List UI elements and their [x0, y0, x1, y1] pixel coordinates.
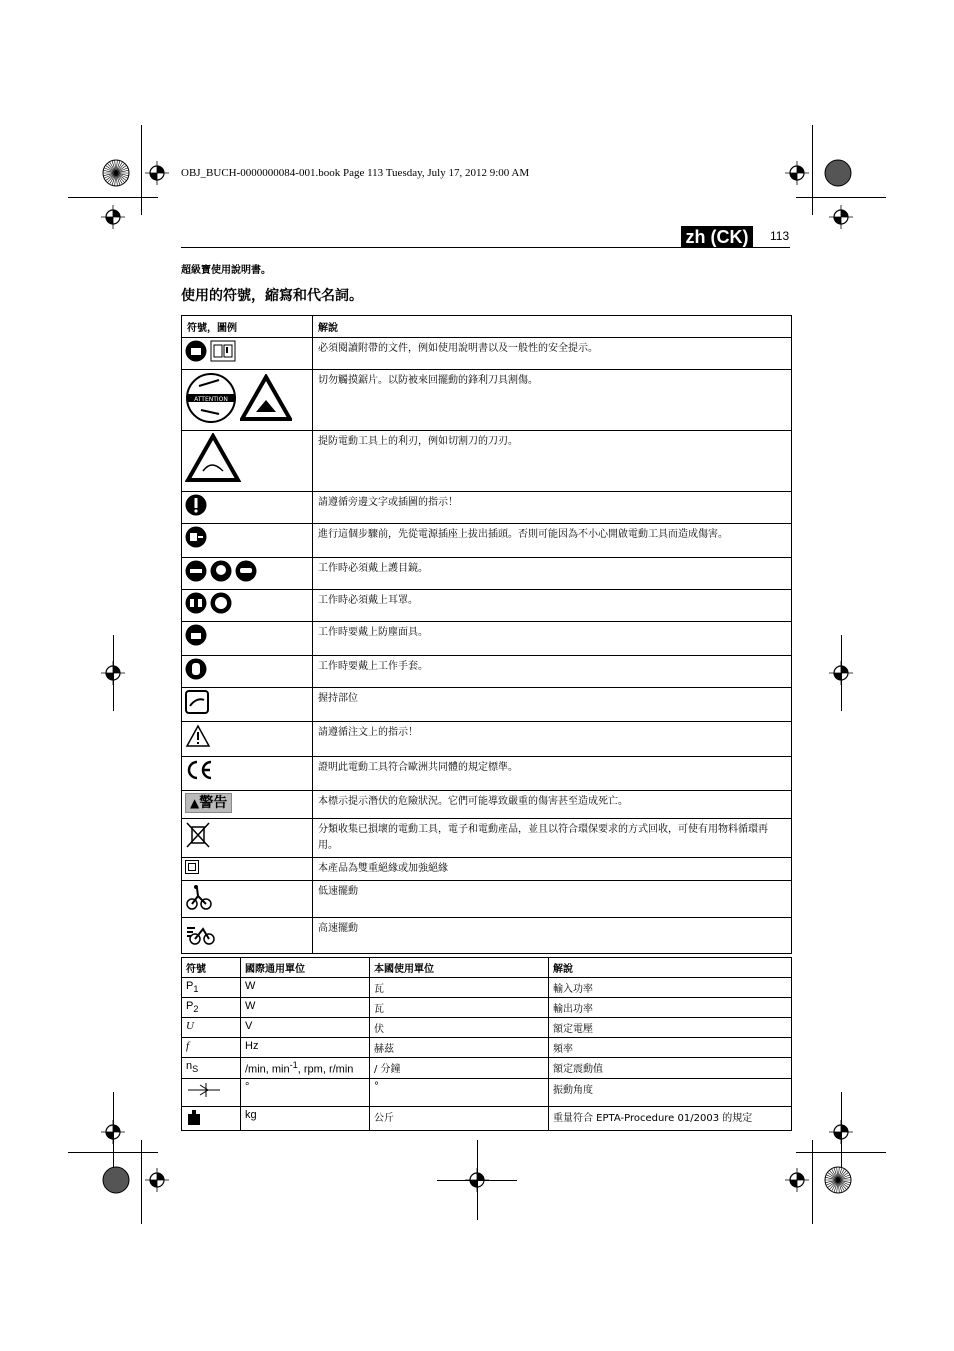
symbol-meaning: 工作時要戴上工作手套。: [313, 656, 792, 688]
color-wheel-mark: [824, 159, 852, 191]
symbol-meaning: 切勿觸摸鋸片。以防被來回擺動的鋒利刀具割傷。: [313, 370, 792, 431]
symbols-row: [182, 370, 792, 431]
unit-international: kg: [241, 1106, 370, 1130]
unit-local: 公斤: [370, 1106, 549, 1130]
exclamation-icon: [182, 492, 313, 524]
language-badge: zh (CK): [681, 226, 753, 248]
section-title: 使用的符號，縮寫和代名詞。: [181, 288, 363, 304]
unit-symbol: f: [182, 1038, 241, 1058]
registration-mark: [785, 1168, 809, 1196]
symbol-meaning: 分類收集已損壞的電動工具，電子和電動產品，並且以符合環保要求的方式回收，可使有用物料循環再用。: [313, 819, 792, 858]
warning-label-text: 警告: [199, 795, 228, 811]
symbols-row: [182, 524, 792, 558]
symbols-header-meaning: 解說: [313, 316, 792, 338]
svg-text:ATTENTION: ATTENTION: [194, 396, 228, 403]
symbols-row: [182, 338, 792, 370]
slow-cyclist-icon: [182, 881, 313, 918]
unit-symbol: [182, 1078, 241, 1106]
unit-symbol: $P_2$: [182, 998, 241, 1018]
symbol-meaning: 握持部位: [313, 688, 792, 722]
symbols-table: [181, 315, 792, 954]
symbols-row: [182, 819, 792, 858]
unit-local: 伏: [370, 1018, 549, 1038]
dust-mask-icon: [182, 622, 313, 656]
unit-meaning: 振動角度: [549, 1078, 792, 1106]
unit-symbol: U: [182, 1018, 241, 1038]
gloves-icon: [182, 656, 313, 688]
units-header-meaning: 解說: [549, 958, 792, 978]
symbol-meaning: 證明此電動工具符合歐洲共同體的規定標準。: [313, 757, 792, 791]
symbols-row: [182, 492, 792, 524]
color-wheel-mark: [824, 1166, 852, 1198]
symbol-meaning: 工作時必須戴上護目鏡。: [313, 558, 792, 590]
header-rule: [181, 247, 790, 248]
unit-meaning: 額定電壓: [549, 1018, 792, 1038]
symbols-row: [182, 881, 792, 918]
page-number: 113: [770, 229, 790, 243]
caution-triangle-icon: [182, 722, 313, 757]
unit-international: °: [241, 1078, 370, 1106]
weee-bin-icon: [182, 819, 313, 858]
unit-local: 瓦: [370, 978, 549, 998]
grip-area-icon: [182, 688, 313, 722]
symbol-meaning: 請遵循注文上的指示！: [313, 722, 792, 757]
unit-local: 瓦: [370, 998, 549, 1018]
crop-line: [68, 197, 158, 198]
ce-mark-icon: [182, 757, 313, 791]
symbols-header-symbol: 符號，圖例: [182, 316, 313, 338]
unit-symbol: $P_1$: [182, 978, 241, 998]
book-info: OBJ_BUCH-0000000084-001.book Page 113 Tuesday, July 17, 2012 9:00 AM: [181, 167, 530, 179]
symbols-row: [182, 558, 792, 590]
crop-line: [841, 635, 842, 711]
symbols-row: [182, 918, 792, 954]
unit-meaning: 重量符合 EPTA-Procedure 01/2003 的規定: [549, 1106, 792, 1130]
symbols-row: [182, 858, 792, 881]
crop-line: [113, 1092, 114, 1168]
unit-international: /min, $\min^{-1}$, rpm, r/min: [241, 1058, 370, 1079]
crop-line: [796, 197, 886, 198]
crop-line: [812, 125, 813, 215]
doc-subtitle: 超級寶使用說明書。: [181, 265, 271, 276]
unit-meaning: 頻率: [549, 1038, 792, 1058]
unit-local: 赫茲: [370, 1038, 549, 1058]
unit-meaning: 輸出功率: [549, 998, 792, 1018]
unplug-icon: [182, 524, 313, 558]
symbols-row: [182, 722, 792, 757]
unit-meaning: 額定震動值: [549, 1058, 792, 1079]
units-row: [182, 978, 792, 998]
fast-cyclist-icon: [182, 918, 313, 954]
symbol-meaning: 進行這個步驟前，先從電源插座上拔出插頭。否則可能因為不小心開啟電動工具而造成傷害。: [313, 524, 792, 558]
warning-label-icon: [182, 791, 313, 819]
symbols-row: [182, 688, 792, 722]
unit-symbol: $n_S$: [182, 1058, 241, 1079]
symbols-row: [182, 757, 792, 791]
registration-mark: [829, 205, 853, 233]
symbol-meaning: 提防電動工具上的利刃，例如切割刀的刀刃。: [313, 431, 792, 492]
eye-protection-icons: [182, 558, 313, 590]
unit-local: °: [370, 1078, 549, 1106]
read-manual-icons: [182, 338, 313, 370]
symbol-meaning: 高速擺動: [313, 918, 792, 954]
units-row: [182, 1078, 792, 1106]
units-row: [182, 1038, 792, 1058]
crop-line: [841, 1092, 842, 1168]
double-insulation-icon: [182, 858, 313, 881]
registration-mark: [145, 1168, 169, 1196]
crop-line: [141, 125, 142, 215]
warning-label: ▲警告: [185, 793, 232, 813]
unit-international: W: [241, 998, 370, 1018]
units-row: [182, 1106, 792, 1130]
registration-mark: [145, 161, 169, 189]
units-header-symbol: 符號: [182, 958, 241, 978]
ear-protection-icons: [182, 590, 313, 622]
units-row: [182, 1018, 792, 1038]
color-wheel-mark: [102, 1166, 130, 1198]
symbol-meaning: 必須閱讀附帶的文件，例如使用說明書以及一般性的安全提示。: [313, 338, 792, 370]
symbol-meaning: 請遵循旁邊文字或插圖的指示！: [313, 492, 792, 524]
symbols-row: [182, 791, 792, 819]
crop-line: [477, 1140, 478, 1220]
symbols-row: [182, 590, 792, 622]
units-row: [182, 1058, 792, 1079]
unit-symbol: [182, 1106, 241, 1130]
unit-local: / 分鐘: [370, 1058, 549, 1079]
crop-line: [113, 635, 114, 711]
do-not-touch-blade-icons: [182, 370, 313, 431]
symbol-meaning: 工作時要戴上防塵面具。: [313, 622, 792, 656]
symbol-meaning: 工作時必須戴上耳罩。: [313, 590, 792, 622]
symbol-meaning: 本標示提示潛伏的危險狀況。它們可能導致嚴重的傷害甚至造成死亡。: [313, 791, 792, 819]
units-header-intl: 國際通用單位: [241, 958, 370, 978]
unit-international: W: [241, 978, 370, 998]
color-wheel-mark: [102, 159, 130, 191]
registration-mark: [785, 161, 809, 189]
units-header-local: 本國使用單位: [370, 958, 549, 978]
symbols-row: [182, 431, 792, 492]
symbols-row: [182, 622, 792, 656]
symbol-meaning: 低速擺動: [313, 881, 792, 918]
unit-international: Hz: [241, 1038, 370, 1058]
unit-meaning: 輸入功率: [549, 978, 792, 998]
symbols-row: [182, 656, 792, 688]
registration-mark: [101, 205, 125, 233]
units-row: [182, 998, 792, 1018]
unit-international: V: [241, 1018, 370, 1038]
units-table: [181, 957, 792, 1131]
symbol-meaning: 本產品為雙重絕緣或加強絕緣: [313, 858, 792, 881]
sharp-edge-warning-icon: [182, 431, 313, 492]
